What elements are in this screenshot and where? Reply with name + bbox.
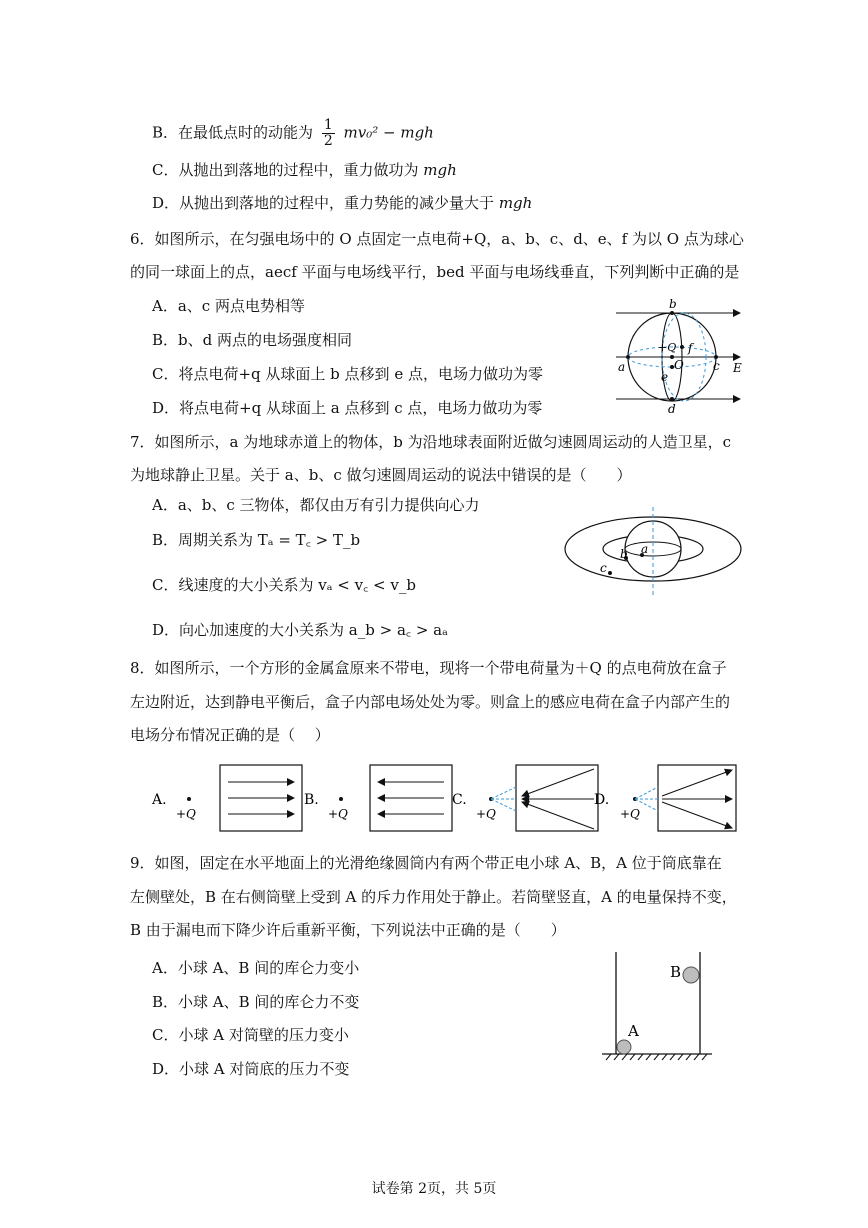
q5-option-b-fraction <box>322 118 335 149</box>
q9-option-c: C．小球 A 对筒壁的压力变小 <box>152 1026 349 1044</box>
label-e: e <box>661 370 669 384</box>
q5-option-d <box>152 193 532 213</box>
q5-option-b <box>152 118 434 149</box>
q6-option-d: D．将点电荷+q 从球面上 a 点移到 c 点，电场力做功为零 <box>152 399 543 417</box>
fraction-denominator: 2 <box>323 133 333 149</box>
page-footer: 试卷第 2页，共 5页 <box>371 1181 497 1197</box>
label-o: O <box>674 358 684 372</box>
label-b: b <box>620 547 628 561</box>
q7-stem-line2: 为地球静止卫星。关于 a、b、c 做匀速圆周运动的说法中错误的是（ ） <box>130 466 632 484</box>
q8-charge-d: +Q <box>620 807 640 821</box>
q7-option-d: D．向心加速度的大小关系为 a_b > a꜀ > aₐ <box>152 621 448 639</box>
q9-stem-line1: 9．如图，固定在水平地面上的光滑绝缘圆筒内有两个带正电小球 A、B，A 位于筒底靠在 <box>130 854 722 872</box>
q5-option-d-expr: mgh <box>498 194 533 212</box>
q9-option-a: A．小球 A、B 间的库仑力变小 <box>152 959 360 977</box>
q6-option-a: A．a、c 两点电势相等 <box>152 297 305 315</box>
label-a: a <box>641 542 649 556</box>
label-ball-a: A <box>628 1022 639 1040</box>
q8-charge-b: +Q <box>328 807 348 821</box>
q9-stem-line3: B 由于漏电而下降少许后重新平衡，下列说法中正确的是（ ） <box>130 921 566 939</box>
label-plus-q: +Q <box>658 341 677 354</box>
label-d: d <box>668 402 676 416</box>
label-c: c <box>713 359 720 373</box>
q5-option-b-text: B．在最低点时的动能为 <box>152 123 314 142</box>
q7-stem-line1: 7．如图所示，a 为地球赤道上的物体，b 为沿地球表面附近做匀速圆周运动的人造卫星，c <box>130 433 732 451</box>
box-d <box>658 765 736 831</box>
label-e-field: E <box>733 361 742 375</box>
label-a: a <box>618 360 626 374</box>
label-c: c <box>600 561 607 575</box>
ball-a <box>617 1040 631 1054</box>
q5-option-d-text: D．从抛出到落地的过程中，重力势能的减少量大于 <box>152 194 495 212</box>
q8-charge-c: +Q <box>476 807 496 821</box>
q6-option-c: C．将点电荷+q 从球面上 b 点移到 e 点，电场力做功为零 <box>152 365 543 383</box>
ball-b <box>683 967 699 983</box>
q8-label-a: A. <box>152 792 167 808</box>
q9-option-d: D．小球 A 对筒底的压力不变 <box>152 1060 350 1078</box>
q6-stem-line2: 的同一球面上的点，aecf 平面与电场线平行，bed 平面与电场线垂直，下列判断中正确的是 <box>130 263 740 281</box>
q8-stem-line3: 电场分布情况正确的是（ ） <box>130 726 330 744</box>
q8-label-b: B. <box>304 792 319 808</box>
label-b: b <box>669 297 677 311</box>
q8-stem-line1: 8．如图所示，一个方形的金属盒原来不带电，现将一个带电荷量为＋Q 的点电荷放在盒子 <box>130 659 727 677</box>
q8-options-diagram <box>148 760 748 836</box>
q9-option-b: B．小球 A、B 间的库仑力不变 <box>152 993 360 1011</box>
q7-option-b: B．周期关系为 Tₐ = T꜀ > T_b <box>152 531 361 549</box>
q8-stem-line2: 左边附近，达到静电平衡后，盒子内部电场处处为零。则盒上的感应电荷在盒子内部产生的 <box>130 693 731 711</box>
q7-option-a: A．a、b、c 三物体，都仅由万有引力提供向心力 <box>152 496 480 514</box>
label-ball-b: B <box>670 963 682 981</box>
q5-option-c <box>152 160 457 180</box>
q5-option-c-expr: mgh <box>423 161 457 179</box>
q9-cylinder-diagram <box>598 950 716 1068</box>
q8-charge-a: +Q <box>176 807 196 821</box>
q6-stem-line1: 6．如图所示，在匀强电场中的 O 点固定一点电荷+Q，a、b、c、d、e、f 为以 O 点为球心 <box>130 230 744 248</box>
q6-option-b: B．b、d 两点的电场强度相同 <box>152 331 352 349</box>
box-c <box>516 765 598 831</box>
q7-option-c: C．线速度的大小关系为 vₐ < v꜀ < v_b <box>152 576 416 594</box>
q8-label-c: C. <box>452 792 467 808</box>
q8-label-d: D. <box>594 792 610 808</box>
fraction-numerator: 1 <box>323 117 333 133</box>
q6-sphere-field-diagram <box>610 296 750 416</box>
q5-option-b-expr: mv₀² − mgh <box>343 123 434 142</box>
q9-stem-line2: 左侧壁处，B 在右侧筒壁上受到 A 的斥力作用处于静止。若筒壁竖直，A 的电量保持不变， <box>130 888 737 906</box>
q5-option-c-text: C．从抛出到落地的过程中，重力做功为 <box>152 161 419 179</box>
q7-orbit-diagram <box>560 505 750 600</box>
label-f: f <box>688 341 693 355</box>
